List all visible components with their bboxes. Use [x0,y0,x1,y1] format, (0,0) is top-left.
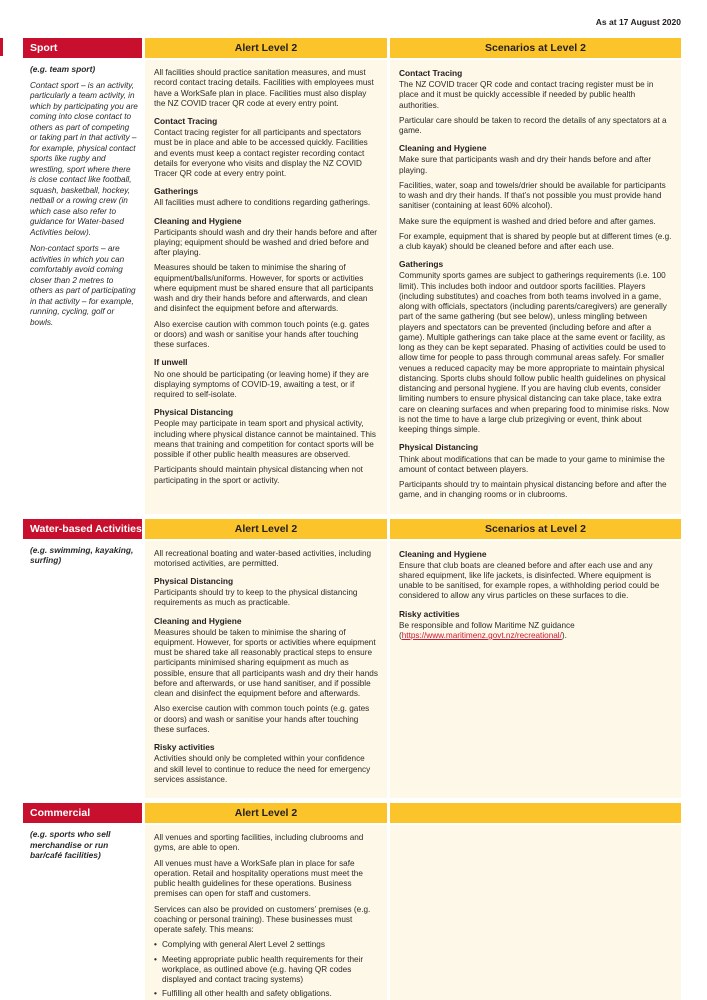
commercial-scenarios-column [390,803,681,1000]
content-paragraph: The NZ COVID tracer QR code and contact tracing register must be in place and it must be quickly accessible if needed by public health authorities. [399,80,654,110]
content-paragraph: Also exercise caution with common touch points (e.g. gates or doors) and wash or sanitise your hands after touching these surfaces. [154,704,370,734]
content-paragraph: All facilities should practice sanitation measures, and must record contact tracing details. Facilities with employees must have a WorkSafe plan in place. Facilities must also display the NZ COVID tracer QR code at every entry point. [154,68,374,108]
content-heading: Physical Distancing [154,576,234,587]
content-heading: Gatherings [154,186,199,197]
section-header-sport: Sport [23,38,142,58]
content-paragraph: Contact sport – is an activity, particularly a team activity, in which by participating you are coming into close contact to others as part of competing or taking part in that activity – for example, physical contact sports like rugby and wrestling, sport where there is close contact like football, squash, basketball, hockey, netball or a rowing crew (in which case also refer to guidance for Water-based Activities below). [30,80,138,237]
content-heading: Gatherings [399,259,444,270]
content-paragraph: Participants should maintain physical distancing when not participating in the sport or activity. [154,465,363,485]
content-paragraph: Measures should be taken to minimise the sharing of equipment/balls/uniforms. However, for sports or activities where equipment must be shared ensure that all participants wash and dry their hands before and afterwards, and clean and disinfect the equipment before and afterwards. [154,263,374,314]
content-paragraph: Activities should only be completed within your confidence and skill level to continue to reduce the need for emergency services assistance. [154,754,371,784]
sport-example-label: (e.g. team sport) [30,64,96,74]
content-paragraph: Make sure that participants wash and dry their hands before and after playing. [399,155,652,175]
water-scenarios-content [390,541,681,798]
sport-side-notes [23,58,142,449]
content-paragraph: Non-contact sports – are activities in which you can comfortably avoid coming closer than 2 metres to others as part of participating in that activity – for example, running, cycling, golf or bowls. [30,244,136,327]
content-paragraph: People may participate in team sport and physical activity, including where physical distance cannot be maintained. This means that training and competition for contact sports will be possible if other public health measures are observed. [154,419,376,460]
section-header-water-based: Water-based Activities [23,519,142,539]
content-paragraph: Also exercise caution with common touch points (e.g. gates or doors) and wash or sanitise your hands after touching these surfaces. [154,319,370,350]
water-side-column [23,519,142,798]
commercial-scenarios-content [390,825,681,1000]
content-paragraph: Contact tracing register for all participants and spectators must be in place and able to be accessed quickly. Facilities and events must keep a contact register recording contact details for everyone who visits and display the NZ COVID Tracer QR code at every entry point. [154,128,368,179]
commercial-alert-column [145,803,387,1000]
bullet-text: Fulfilling all other health and safety obligations. [162,989,332,999]
sport-side-paragraphs [30,81,138,329]
content-paragraph: All venues and sporting facilities, including clubrooms and gyms, are able to open. [154,833,364,853]
content-paragraph: Services can also be provided on customers’ premises (e.g. coaching or personal training). These businesses must operate safely. This means: [154,904,371,935]
water-scenarios-column [390,519,681,798]
section-sport [23,38,681,514]
content-heading: Physical Distancing [154,407,234,418]
commercial-example-label: (e.g. sports who sell merchandise or run bar/café facilities) [30,829,111,861]
bullet-icon: • [154,954,157,964]
bullet-text: Complying with general Alert Level 2 settings [162,940,325,950]
content-paragraph: All facilities must adhere to conditions regarding gatherings. [154,198,371,208]
scenarios-level-2-header: Scenarios at Level 2 [390,519,681,539]
content-paragraph: Participants should try to keep to the physical distancing requirements as much as practicable. [154,588,358,608]
bullet-item [154,955,378,986]
content-heading: Cleaning and Hygiene [399,548,487,559]
content-heading: Cleaning and Hygiene [154,615,242,626]
water-side-notes [23,539,142,763]
content-paragraph: Be responsible and follow Maritime NZ guidance (https://www.maritimenz.govt.nz/recreational/). [399,620,575,640]
sport-scenarios-content [390,60,681,514]
maritime-nz-link[interactable]: https://www.maritimenz.govt.nz/recreational/ [401,630,562,640]
water-alert-column [145,519,387,798]
content-paragraph: No one should be participating (or leaving home) if they are displaying symptoms of COVID-19, awaiting a test, or if required to self-isolate. [154,369,369,400]
sport-alert-content [145,60,387,514]
section-header-commercial: Commercial [23,803,142,823]
content-heading: Risky activities [154,742,215,753]
content-heading: Cleaning and Hygiene [154,215,242,226]
commercial-side-notes [23,823,142,979]
water-example-label: (e.g. swimming, kayaking, surfing) [30,544,134,566]
sport-scenarios-column [390,38,681,514]
commercial-side-column [23,803,142,1000]
as-at-date: As at 17 August 2020 [595,17,681,27]
content-paragraph: Participants should try to maintain physical distancing before and after the game, and in changing rooms or in clubrooms. [399,480,667,500]
alert-level-2-header: Alert Level 2 [145,38,387,58]
content-paragraph: Particular care should be taken to record the details of any spectators at a game. [399,115,667,136]
content-paragraph: All venues must have a WorkSafe plan in place for safe operation. Retail and hospitality operations must meet the public health guidelines for these operations. Business premises can open for staff and customers. [154,858,363,899]
sport-alert-column [145,38,387,514]
bullet-icon: • [154,989,157,999]
content-heading: Physical Distancing [399,442,479,453]
sport-side-column [23,38,142,514]
content-heading: If unwell [154,357,188,368]
content-paragraph: Make sure the equipment is washed and dried before and after games. [399,216,656,226]
content-heading: Contact Tracing [399,68,463,78]
content-paragraph: Facilities, water, soap and towels/drier should be available for participants to wash and dry their hands. If that’s not possible you must provide hand sanitiser (containing at least 60% alcohol). [399,180,666,211]
empty-scenarios-header [390,803,681,823]
content-paragraph: All recreational boating and water-based activities, including motorised activities, are permitted. [154,548,372,568]
guidance-table [23,38,681,1000]
content-paragraph: Participants should wash and dry their hands before and after playing; equipment should be washed and dried before and after playing. [154,227,378,258]
bullet-icon: • [154,940,157,950]
content-heading: Contact Tracing [154,116,218,126]
alert-level-2-header: Alert Level 2 [145,519,387,539]
section-commercial [23,803,681,1000]
content-paragraph: Community sports games are subject to gatherings requirements (i.e. 100 limit). This includes both indoor and outdoor sports facilities. Players (including substitutes) and coaches from both teams involved in a game, along with officials, spectators (including parents/caregivers) are generally part of the same gathering (but see below), unless mingling between players and spectators can be prevented (including before and after a game). Multiple gatherings can take place at the same event or facility, as long as they can be kept separated. Phasing of activities could be used to allow time for people to pass through communal areas safely. For smaller venues a reduced capacity may be more appropriate to maintain physical distancing. Sports clubs should follow public health guidelines on physical distancing and personal hygiene. If you are having club events, consider limiting numbers to ensure physical distancing can take place, take extra care on cleaning surfaces and when preparing food to minimise risks. Now is not the time to have a large club prizegiving or event, think about keeping things simple. [399,271,669,435]
content-heading: Risky activities [399,608,460,619]
bullet-item [154,989,378,999]
section-water-based-activities [23,519,681,798]
scenarios-level-2-header: Scenarios at Level 2 [390,38,681,58]
water-alert-content [145,541,387,798]
alert-level-2-header: Alert Level 2 [145,803,387,823]
content-paragraph: Ensure that club boats are cleaned before and after each use and any shared equipment, like life jackets, is disinfected. Where equipment is unable to be sanitised, for example ropes, a withholding period could be considered to allow any virus particles on these surfaces to die. [399,560,660,601]
page-edge-mark [0,38,3,56]
bullet-item [154,940,378,950]
content-paragraph: For example, equipment that is shared by people but at different times (e.g. a club kayak) should be cleaned before and after each use. [399,231,672,252]
content-heading: Cleaning and Hygiene [399,143,487,154]
bullet-text: Meeting appropriate public health requirements for their workplace, as outlined above (e.g. having QR codes displayed and contact tracing systems) [162,954,364,985]
content-paragraph: Measures should be taken to minimise the sharing of equipment. However, for sports or activities where equipment must be shared take all reasonably practical steps to ensure participants minimised sharing equipment as much as possible, ensure that all participants wash and dry their hands before and afterwards, or use hand sanitiser, and if possible clean and disinfect the equipment before and afterwards. [154,627,378,699]
commercial-alert-content [145,825,387,1000]
content-paragraph: Think about modifications that can be made to your game to minimise the amount of contact between players. [399,454,665,474]
